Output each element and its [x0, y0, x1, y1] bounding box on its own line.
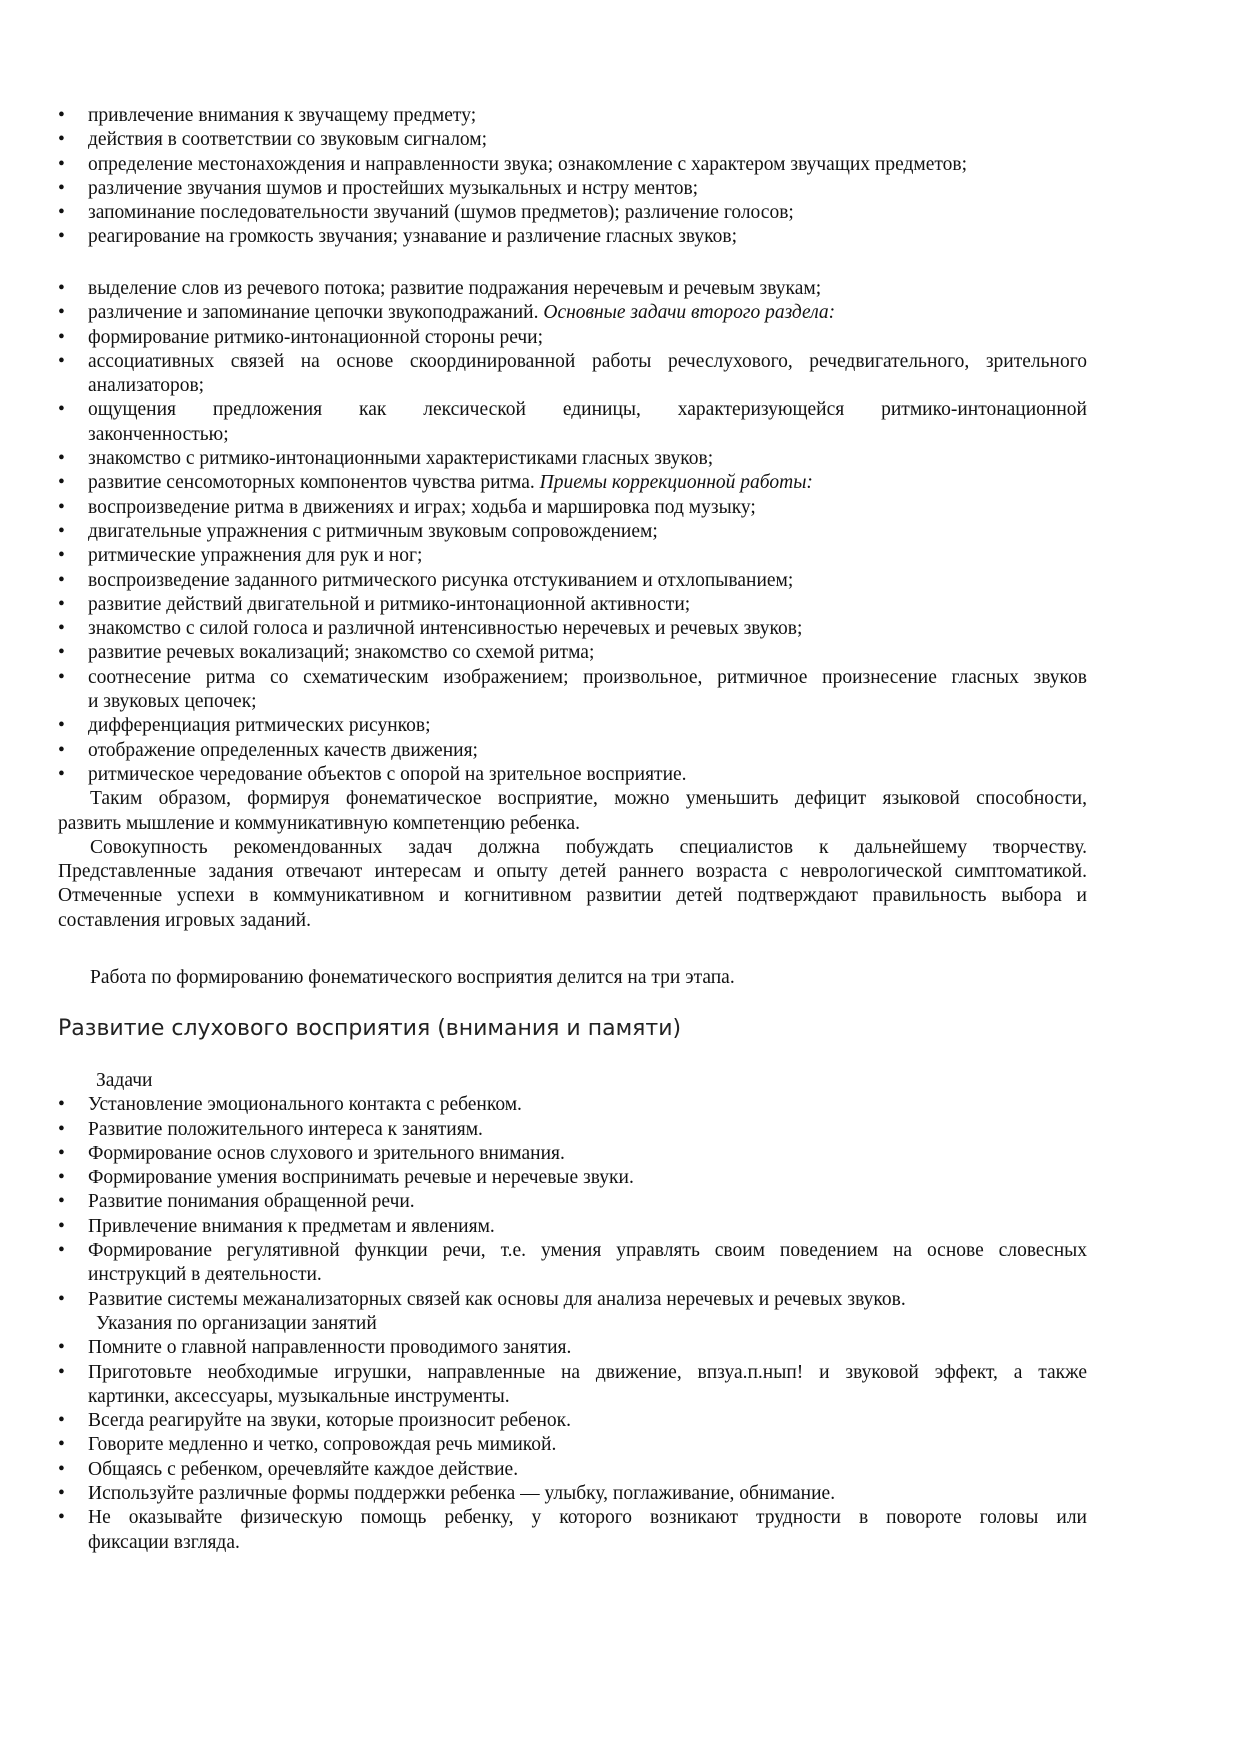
list-item-line: Развитие понимания обращенной речи.	[88, 1191, 415, 1213]
bullet-icon: •	[58, 448, 65, 470]
list-item	[58, 1142, 1087, 1166]
list-item-line: ощущения предложения как лексической единицы, характеризующейся ритмико-интонационной	[88, 399, 1087, 421]
list-item-text: привлечение внимания к звучащему предмету;	[88, 105, 477, 126]
list-item	[58, 1166, 1087, 1190]
bullet-icon: •	[58, 105, 65, 126]
list-item-line: и звуковых цепочек;	[88, 691, 257, 713]
list-item-line: отображение определенных качеств движения;	[88, 739, 478, 761]
bullet-icon: •	[58, 1458, 65, 1480]
list-item-line: фиксации взгляда.	[88, 1531, 240, 1553]
list-item	[58, 350, 1087, 399]
bullet-icon: •	[58, 739, 65, 761]
list-item	[58, 447, 1087, 471]
list-item-line: Формирование умения воспринимать речевые и неречевые звуки.	[88, 1167, 634, 1189]
list-item	[58, 225, 1087, 249]
list-item	[58, 1288, 1087, 1312]
list-item	[58, 301, 1087, 325]
list-item-line: ассоциативных связей на основе скоординированной работы речеслухового, речедвигательного, зрительного	[88, 350, 1087, 372]
list-item-line: формирование ритмико-интонационной стороны речи;	[88, 326, 544, 348]
list-item-text: развитие сенсомоторных компонентов чувства ритма.	[88, 472, 535, 494]
list-item	[58, 104, 1087, 128]
bullet-icon: •	[58, 618, 65, 640]
bullet-icon: •	[58, 763, 65, 785]
paragraph	[58, 836, 1087, 933]
list-item-line: Формирование регулятивной функции речи, т.е. умения управлять своим поведением на основе словесных	[88, 1240, 1087, 1262]
list-item	[58, 593, 1087, 617]
bullet-icon: •	[58, 1167, 65, 1189]
bullet-icon: •	[58, 153, 65, 175]
list-item	[58, 520, 1087, 544]
list-item	[58, 1458, 1087, 1482]
tasks-label: Задачи	[96, 1070, 153, 1091]
bullet-icon: •	[58, 520, 65, 542]
list-item	[58, 1361, 1087, 1410]
list-item	[58, 763, 1087, 787]
bullet-icon: •	[58, 472, 65, 494]
list-item-text: запоминание последовательности звучаний (шумов предметов); различение голосов;	[88, 202, 794, 224]
list-item-line: инструкций в деятельности.	[88, 1264, 322, 1286]
list-item-text: различение звучания шумов и простейших музыкальных и нстру ментов;	[88, 177, 699, 199]
list-item-line: картинки, аксессуары, музыкальные инструменты.	[88, 1385, 510, 1407]
section-heading: Развитие слухового восприятия (внимания и памяти)	[58, 1016, 682, 1041]
bullet-icon: •	[58, 1288, 65, 1310]
list-item-line: Всегда реагируйте на звуки, которые произносит ребенок.	[88, 1410, 571, 1432]
list-b-and-conclusion	[58, 277, 1087, 933]
list-item-line: Общаясь с ребенком, оречевляйте каждое действие.	[88, 1458, 519, 1480]
stages-text: Работа по формированию фонематического восприятия делится на три этапа.	[90, 967, 735, 988]
tasks-section	[58, 1069, 1087, 1555]
list-item	[58, 1190, 1087, 1214]
list-item-line: двигательные упражнения с ритмичным звуковым сопровождением;	[88, 520, 658, 542]
bullet-icon: •	[58, 1361, 65, 1383]
list-item	[58, 1093, 1087, 1117]
list-item	[58, 1336, 1087, 1360]
bullet-icon: •	[58, 715, 65, 737]
paragraph-line: составления игровых заданий.	[58, 909, 311, 931]
bullet-icon: •	[58, 350, 65, 372]
list-item	[58, 1118, 1087, 1142]
bullet-icon: •	[58, 1215, 65, 1237]
list-item-italic-note: Основные задачи второго раздела:	[543, 302, 836, 324]
list-item-line: ритмическое чередование объектов с опорой на зрительное восприятие.	[88, 763, 687, 785]
bullet-icon: •	[58, 1483, 65, 1505]
bullet-icon: •	[58, 545, 65, 567]
list-item	[58, 201, 1087, 225]
list-item-line: выделение слов из речевого потока; развитие подражания неречевым и речевым звукам;	[88, 278, 822, 299]
paragraph	[58, 787, 1087, 836]
list-item-line	[88, 471, 1087, 495]
list-item	[58, 153, 1087, 177]
paragraph-line: развить мышление и коммуникативную компетенцию ребенка.	[58, 812, 580, 834]
bullet-icon: •	[58, 569, 65, 591]
list-item	[58, 714, 1087, 738]
bullet-icon: •	[58, 496, 65, 518]
list-item	[58, 617, 1087, 641]
list-item-line: Формирование основ слухового и зрительного внимания.	[88, 1142, 565, 1164]
bullet-icon: •	[58, 1434, 65, 1456]
bullet-icon: •	[58, 226, 65, 248]
list-item	[58, 1433, 1087, 1457]
bullet-icon: •	[58, 593, 65, 615]
list-item-line: ритмические упражнения для рук и ног;	[88, 545, 423, 567]
list-item-line: развитие речевых вокализаций; знакомство со схемой ритма;	[88, 642, 595, 664]
bullet-icon: •	[58, 1240, 65, 1262]
bullet-icon: •	[58, 202, 65, 224]
list-item	[58, 471, 1087, 495]
list-item	[58, 177, 1087, 201]
list-item-line: соотнесение ритма со схематическим изображением; произвольное, ритмичное произнесение гласных звуков	[88, 666, 1087, 688]
list-item	[58, 544, 1087, 568]
bullet-icon: •	[58, 399, 65, 421]
list-item-line: воспроизведение заданного ритмического рисунка отстукиванием и отхлопыванием;	[88, 569, 794, 591]
list-item-line: Используйте различные формы поддержки ребенка — улыбку, поглаживание, обнимание.	[88, 1483, 836, 1505]
bullet-icon: •	[58, 326, 65, 348]
list-item-text: определение местонахождения и направленности звука; ознакомление с характером звучащих предметов;	[88, 153, 968, 175]
bullet-icon: •	[58, 1094, 65, 1116]
bullet-icon: •	[58, 1410, 65, 1432]
list-item	[58, 641, 1087, 665]
list-item	[58, 1239, 1087, 1288]
list-item-line: Приготовьте необходимые игрушки, направленные на движение, впзуа.п.нып! и звуковой эффект, а также	[88, 1361, 1087, 1383]
list-item-line: знакомство с силой голоса и различной интенсивностью неречевых и речевых звуков;	[88, 618, 803, 640]
stages-paragraph	[58, 966, 1087, 990]
bullet-icon: •	[58, 1337, 65, 1359]
list-item	[58, 1409, 1087, 1433]
list-item	[58, 666, 1087, 715]
list-item-line: Говорите медленно и четко, сопровождая речь мимикой.	[88, 1434, 557, 1456]
paragraph-line: Совокупность рекомендованных задач должна побуждать специалистов к дальнейшему творчеству.	[90, 836, 1087, 858]
paragraph-line: Отмеченные успехи в коммуникативном и когнитивном развитии детей подтверждают правильность выбора и	[58, 885, 1087, 907]
list-item	[58, 277, 1087, 301]
list-item-line: знакомство с ритмико-интонационными характеристиками гласных звуков;	[88, 448, 714, 470]
bullet-icon: •	[58, 1118, 65, 1140]
bullet-icon: •	[58, 666, 65, 688]
list-item	[58, 739, 1087, 763]
list-item-line: анализаторов;	[88, 375, 205, 397]
list-item-text: реагирование на громкость звучания; узнавание и различение гласных звуков;	[88, 226, 737, 248]
list-item	[58, 1506, 1087, 1555]
list-a	[58, 104, 1087, 250]
list-item-line: Установление эмоционального контакта с ребенком.	[88, 1094, 522, 1116]
bullet-icon: •	[58, 1142, 65, 1164]
list-item-line: дифференциация ритмических рисунков;	[88, 715, 431, 737]
list-item	[58, 1215, 1087, 1239]
list-item-line: Не оказывайте физическую помощь ребенку, у которого возникают трудности в повороте головы или	[88, 1507, 1087, 1529]
paragraph-line: Таким образом, формируя фонематическое восприятие, можно уменьшить дефицит языковой способности,	[90, 788, 1087, 810]
list-item-line: Привлечение внимания к предметам и явлениям.	[88, 1215, 495, 1237]
list-item-line: Развитие системы межанализаторных связей как основы для анализа неречевых и речевых звуков.	[88, 1288, 906, 1310]
bullet-icon: •	[58, 177, 65, 199]
list-item-text: действия в соответствии со звуковым сигналом;	[88, 129, 488, 151]
list-item	[58, 128, 1087, 152]
list-item-line: Развитие положительного интереса к занятиям.	[88, 1118, 483, 1140]
list-item-line: развитие действий двигательной и ритмико-интонационной активности;	[88, 593, 691, 615]
list-item-line: Помните о главной направленности проводимого занятия.	[88, 1337, 572, 1359]
list-item	[58, 1482, 1087, 1506]
list-item	[58, 569, 1087, 593]
list-item	[58, 326, 1087, 350]
list-item-italic-note: Приемы коррекционной работы:	[539, 472, 813, 494]
bullet-icon: •	[58, 1191, 65, 1213]
bullet-icon: •	[58, 302, 65, 324]
bullet-icon: •	[58, 642, 65, 664]
bullet-icon: •	[58, 278, 65, 299]
bullet-icon: •	[58, 1507, 65, 1529]
list-item-text: различение и запоминание цепочки звукоподражаний.	[88, 302, 539, 324]
bullet-icon: •	[58, 129, 65, 151]
list-item-line: законченностью;	[88, 423, 229, 445]
list-item	[58, 496, 1087, 520]
list-item	[58, 398, 1087, 447]
paragraph-line: Представленные задания отвечают интересам и опыту детей раннего возраста с неврологической симптоматикой.	[58, 861, 1087, 883]
guidelines-label: Указания по организации занятий	[96, 1312, 377, 1334]
list-item-line	[88, 301, 1087, 325]
list-item-line: воспроизведение ритма в движениях и играх; ходьба и маршировка под музыку;	[88, 496, 756, 518]
